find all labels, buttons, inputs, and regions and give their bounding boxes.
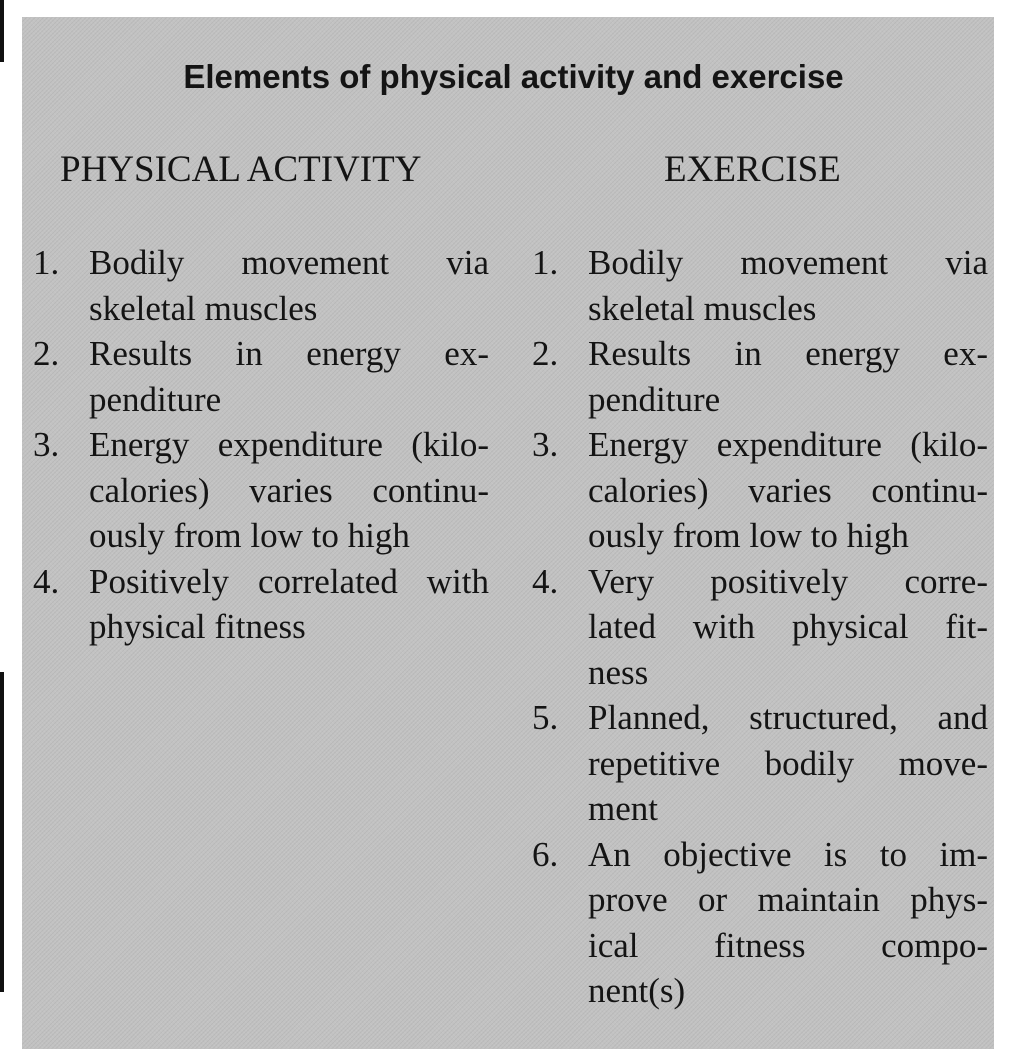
list-item-text-line: penditure	[89, 379, 222, 419]
physical-activity-item-1	[33, 240, 489, 331]
list-item-number: 4.	[532, 561, 559, 601]
list-item-number: 4.	[33, 561, 60, 601]
exercise-item-2	[532, 331, 988, 422]
list-item-number: 6.	[532, 834, 559, 874]
physical-activity-item-2	[33, 331, 489, 422]
list-item-text-line: Planned, structured, and	[588, 698, 988, 737]
list-item-text-line: ment	[588, 789, 658, 828]
list-item-text-line: Very positively corre-	[588, 561, 988, 601]
list-item-text-line: ical fitness compo-	[588, 925, 988, 965]
table-title: Elements of physical activity and exercise	[183, 58, 844, 95]
list-item-number: 2.	[532, 334, 559, 373]
list-item-text-line: Energy expenditure (kilo-	[89, 425, 489, 464]
list-item-number: 1.	[532, 243, 559, 282]
list-item-text-line: Positively correlated with	[89, 561, 489, 601]
list-item-text-line: ness	[588, 652, 649, 692]
list-item-text-line: Energy expenditure (kilo-	[588, 425, 988, 464]
page-edge-mark-top	[0, 0, 4, 62]
list-item-text-line: Results in energy ex-	[89, 334, 489, 373]
list-item-text-line: Bodily movement via	[89, 243, 489, 282]
list-item-number: 5.	[532, 698, 559, 737]
exercise-item-4	[532, 559, 988, 696]
exercise-item-6	[532, 832, 988, 1014]
exercise-item-1	[532, 240, 988, 331]
list-item-text-line: nent(s)	[588, 971, 686, 1010]
list-item-number: 3.	[33, 425, 60, 464]
exercise-item-5	[532, 695, 988, 832]
list-item-text-line: Results in energy ex-	[588, 334, 988, 373]
list-item-number: 2.	[33, 334, 60, 373]
exercise-item-3	[532, 422, 988, 559]
physical-activity-item-3	[33, 422, 489, 559]
list-item-text-line: An objective is to im-	[588, 834, 988, 874]
list-item-text-line: penditure	[588, 379, 721, 419]
list-item-text-line: ously from low to high	[89, 516, 410, 555]
list-item-number: 1.	[33, 243, 60, 282]
list-item-text-line: repetitive bodily move-	[588, 743, 988, 783]
list-item-text-line: lated with physical fit-	[588, 607, 988, 646]
column-heading-exercise: EXERCISE	[664, 149, 841, 190]
list-item-number: 3.	[532, 425, 559, 464]
physical-activity-item-4	[33, 559, 489, 650]
list-item-text-line: prove or maintain phys-	[588, 880, 988, 919]
list-item-text-line: calories) varies continu-	[588, 470, 988, 510]
physical-activity-list	[33, 240, 489, 650]
list-item-text-line: physical fitness	[89, 607, 306, 646]
column-heading-physical-activity: PHYSICAL ACTIVITY	[60, 149, 422, 190]
list-item-text-line: skeletal muscles	[588, 288, 817, 328]
list-item-text-line: ously from low to high	[588, 516, 909, 555]
page-edge-mark-bottom	[0, 672, 4, 992]
exercise-list	[532, 240, 988, 1014]
list-item-text-line: Bodily movement via	[588, 243, 988, 282]
list-item-text-line: skeletal muscles	[89, 288, 318, 328]
list-item-text-line: calories) varies continu-	[89, 470, 489, 510]
